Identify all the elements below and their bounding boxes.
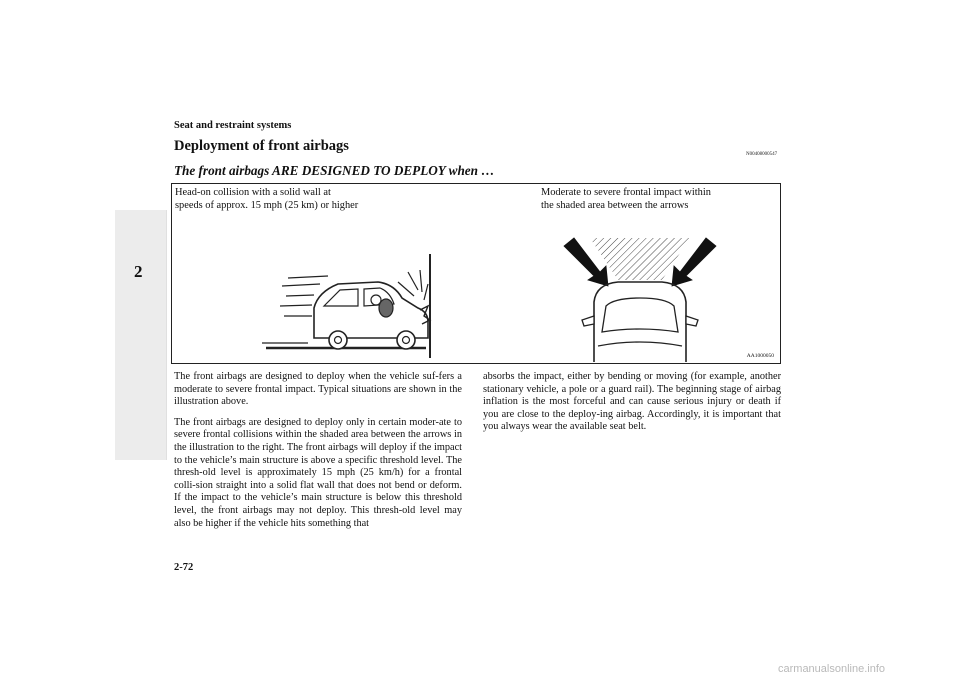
section-header: Seat and restraint systems bbox=[174, 120, 292, 131]
left-caption-line: Head-on collision with a solid wall at bbox=[175, 187, 331, 198]
body-right-column bbox=[483, 371, 781, 434]
body-paragraph: The front airbags are designed to deploy when the vehicle suf-fers a moderate to severe frontal impact. Typical situations are shown in the illustration above. bbox=[174, 371, 462, 408]
frontal-zone-illustration bbox=[558, 234, 728, 362]
watermark: carmanualsonline.info bbox=[778, 663, 886, 675]
body-paragraph: The front airbags are designed to deploy only in certain moder-ate to severe frontal collisions within the shaded area between the arrows in the illustration to the right. The front airbags will deploy if the impact to the vehicle’s main structure is above a specific threshold level. The thresh-old level is approximately 15 mph (25 km/h) for a frontal colli-sion straight into a solid flat wall that does not bend or deform. If the impact to the vehicle’s main structure is below this threshold level, the front airbags may not deploy. This thresh-old level may also be higher if the vehicle hits something that bbox=[174, 416, 462, 529]
chapter-number: 2 bbox=[134, 262, 143, 281]
illustration-frame bbox=[171, 183, 781, 364]
page-number: 2-72 bbox=[174, 562, 194, 573]
left-figure-caption bbox=[175, 187, 358, 212]
reference-code: N00408000547 bbox=[746, 152, 778, 157]
page-title: Deployment of front airbags bbox=[174, 138, 349, 154]
body-paragraph: absorbs the impact, either by bending or moving (for example, another stationary vehicle, a pole or a guard rail). The beginning stage of airbag inflation is the most forceful and can cause serious injury or death if you are close to the deploy-ing airbag. Accordingly, it is important that you always wear the available seat belt. bbox=[483, 371, 781, 433]
right-caption-line: Moderate to severe frontal impact within bbox=[541, 187, 711, 198]
right-figure-caption bbox=[541, 187, 711, 212]
body-left-column bbox=[174, 371, 462, 530]
left-caption-line: speeds of approx. 15 mph (25 km) or higher bbox=[175, 199, 359, 211]
chapter-tab bbox=[115, 210, 167, 460]
subtitle: The front airbags ARE DESIGNED TO DEPLOY when … bbox=[174, 163, 495, 178]
right-caption-line: the shaded area between the arrows bbox=[541, 199, 689, 211]
wall-collision-illustration bbox=[258, 250, 458, 360]
figure-id: AA1000050 bbox=[746, 353, 774, 359]
